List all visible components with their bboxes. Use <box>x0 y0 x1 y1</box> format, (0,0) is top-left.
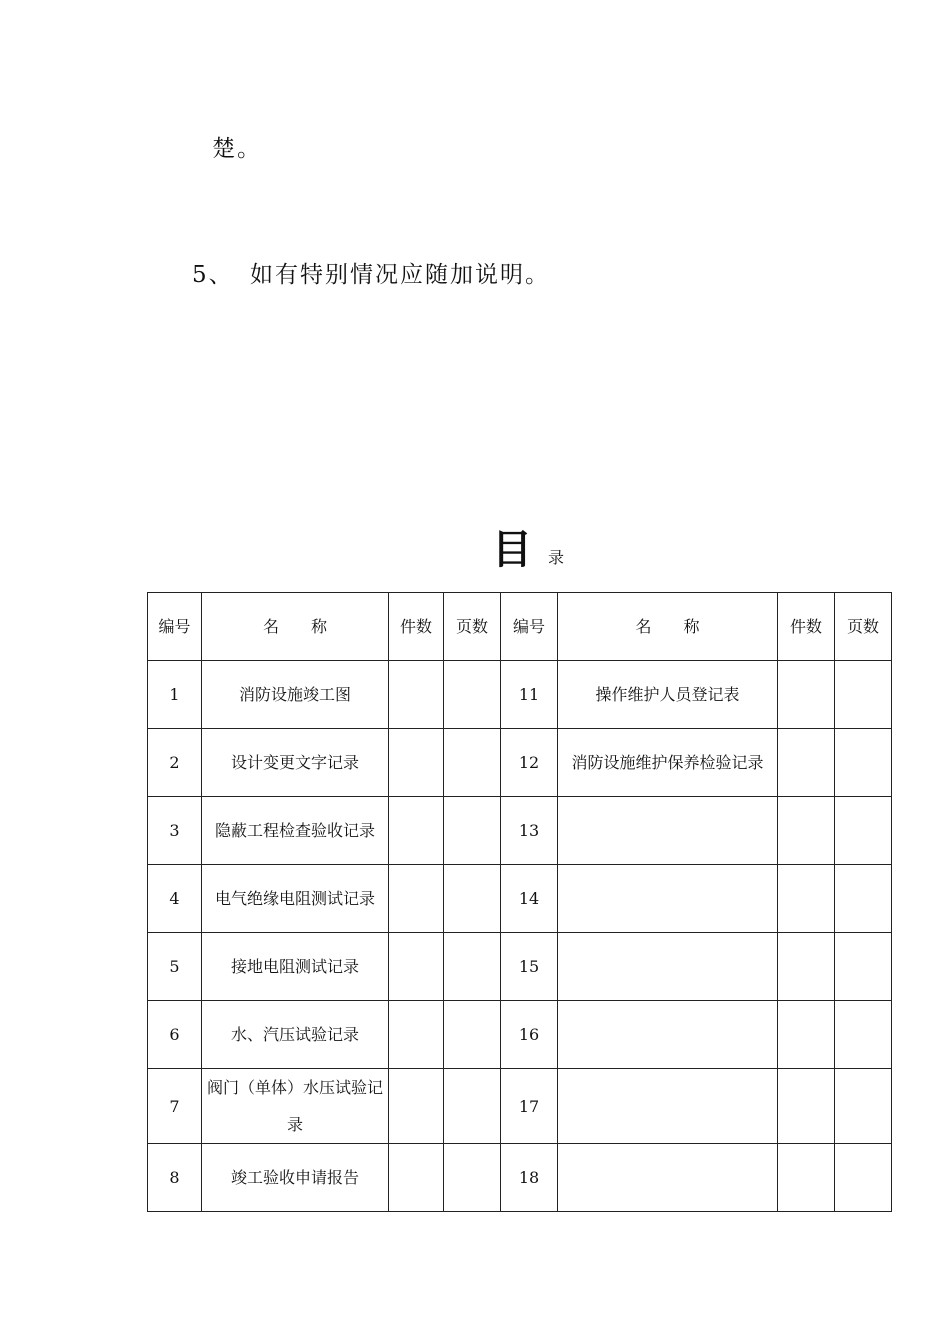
item-name <box>558 797 778 865</box>
item-name: 消防设施竣工图 <box>202 661 389 729</box>
item-pages <box>835 1144 892 1212</box>
item-number: 6 <box>148 1001 202 1069</box>
toc-title-sub: 录 <box>548 548 565 567</box>
item-count <box>778 797 835 865</box>
item-name <box>558 933 778 1001</box>
item-count <box>778 661 835 729</box>
item-count <box>778 933 835 1001</box>
note-item-5 <box>192 256 550 289</box>
header-count: 件数 <box>778 593 835 661</box>
item-name: 接地电阻测试记录 <box>202 933 389 1001</box>
item-pages <box>444 933 501 1001</box>
item-count <box>389 729 444 797</box>
toc-table <box>147 592 892 1212</box>
item-pages <box>835 865 892 933</box>
note-text: 如有特别情况应随加说明。 <box>250 262 550 288</box>
item-number: 3 <box>148 797 202 865</box>
item-number: 15 <box>501 933 558 1001</box>
item-count <box>778 1069 835 1144</box>
item-pages <box>835 797 892 865</box>
item-count <box>389 933 444 1001</box>
table-row <box>148 1069 892 1144</box>
item-name: 电气绝缘电阻测试记录 <box>202 865 389 933</box>
item-name <box>558 1144 778 1212</box>
item-count <box>389 865 444 933</box>
item-count <box>778 729 835 797</box>
item-name: 竣工验收申请报告 <box>202 1144 389 1212</box>
item-pages <box>835 1001 892 1069</box>
table-row <box>148 1001 892 1069</box>
table-row <box>148 729 892 797</box>
item-name <box>558 1069 778 1144</box>
toc-header-row <box>148 593 892 661</box>
header-pages: 页数 <box>835 593 892 661</box>
item-number: 4 <box>148 865 202 933</box>
item-name: 水、汽压试验记录 <box>202 1001 389 1069</box>
header-pages: 页数 <box>444 593 501 661</box>
item-name: 操作维护人员登记表 <box>558 661 778 729</box>
item-number: 5 <box>148 933 202 1001</box>
table-row <box>148 865 892 933</box>
item-pages <box>444 1069 501 1144</box>
item-name <box>558 1001 778 1069</box>
item-number: 13 <box>501 797 558 865</box>
item-name: 隐蔽工程检查验收记录 <box>202 797 389 865</box>
item-number: 1 <box>148 661 202 729</box>
item-name <box>558 865 778 933</box>
item-count <box>778 865 835 933</box>
header-number: 编号 <box>501 593 558 661</box>
item-pages <box>444 1001 501 1069</box>
header-name: 名 称 <box>202 593 389 661</box>
header-count: 件数 <box>389 593 444 661</box>
item-pages <box>835 661 892 729</box>
item-count <box>778 1144 835 1212</box>
item-pages <box>835 729 892 797</box>
item-pages <box>444 661 501 729</box>
header-number: 编号 <box>148 593 202 661</box>
item-name: 消防设施维护保养检验记录 <box>558 729 778 797</box>
item-pages <box>835 1069 892 1144</box>
table-row <box>148 933 892 1001</box>
item-name: 设计变更文字记录 <box>202 729 389 797</box>
item-pages <box>444 865 501 933</box>
item-number: 18 <box>501 1144 558 1212</box>
table-row <box>148 797 892 865</box>
item-number: 17 <box>501 1069 558 1144</box>
item-count <box>389 661 444 729</box>
item-count <box>389 1001 444 1069</box>
toc-title-main: 目 <box>492 526 532 573</box>
item-pages <box>444 797 501 865</box>
header-name: 名 称 <box>558 593 778 661</box>
item-count <box>389 797 444 865</box>
item-number: 11 <box>501 661 558 729</box>
item-name: 阀门（单体）水压试验记录 <box>202 1069 389 1144</box>
item-number: 8 <box>148 1144 202 1212</box>
toc-title <box>492 518 564 575</box>
table-row <box>148 1144 892 1212</box>
item-number: 14 <box>501 865 558 933</box>
item-count <box>389 1069 444 1144</box>
item-count <box>389 1144 444 1212</box>
note-number: 5、 <box>192 262 234 288</box>
paragraph-continuation: 楚。 <box>212 136 262 162</box>
table-row <box>148 661 892 729</box>
item-count <box>778 1001 835 1069</box>
item-number: 7 <box>148 1069 202 1144</box>
item-pages <box>444 729 501 797</box>
item-number: 12 <box>501 729 558 797</box>
item-pages <box>835 933 892 1001</box>
item-number: 2 <box>148 729 202 797</box>
item-pages <box>444 1144 501 1212</box>
item-number: 16 <box>501 1001 558 1069</box>
